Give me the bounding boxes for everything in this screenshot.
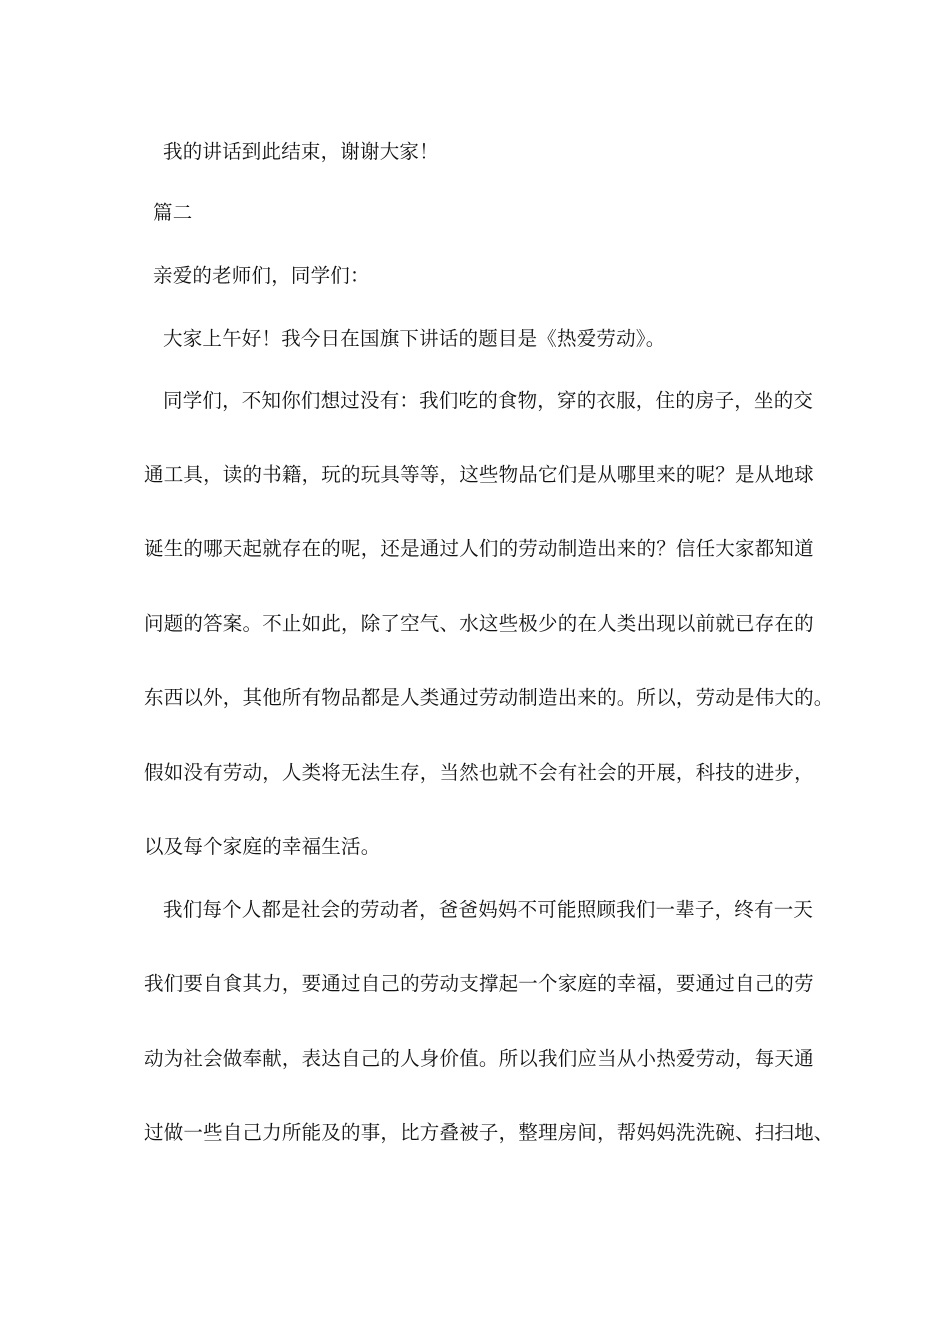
paragraph-line: 问题的答案。不止如此，除了空气、水这些极少的在人类出现以前就已存在的 (144, 612, 814, 635)
paragraph-line: 过做一些自己力所能及的事，比方叠被子，整理房间，帮妈妈洗洗碗、扫扫地、 (144, 1121, 834, 1144)
closing-line: 我的讲话到此结束，谢谢大家！ (163, 140, 439, 163)
paragraph-line: 以及每个家庭的幸福生活。 (144, 835, 381, 858)
paragraph-line: 动为社会做奉献，表达自己的人身价值。所以我们应当从小热爱劳动，每天通 (144, 1047, 814, 1070)
salutation-line: 亲爱的老师们，同学们： (153, 264, 370, 287)
paragraph-line: 东西以外，其他所有物品都是人类通过劳动制造出来的。所以，劳动是伟大的。 (144, 686, 834, 709)
paragraph-line: 假如没有劳动，人类将无法生存，当然也就不会有社会的开展，科技的进步， (144, 761, 814, 784)
paragraph-line: 通工具，读的书籍，玩的玩具等等，这些物品它们是从哪里来的呢？是从地球 (144, 463, 814, 486)
paragraph-line: 大家上午好！我今日在国旗下讲话的题目是《热爱劳动》。 (163, 327, 666, 350)
paragraph-line: 同学们，不知你们想过没有：我们吃的食物，穿的衣服，住的房子，坐的交 (163, 389, 814, 412)
paragraph-line: 我们每个人都是社会的劳动者，爸爸妈妈不可能照顾我们一辈子，终有一天 (163, 898, 814, 921)
section-heading: 篇二 (153, 201, 193, 224)
paragraph-line: 诞生的哪天起就存在的呢，还是通过人们的劳动制造出来的？信任大家都知道 (144, 537, 814, 560)
paragraph-line: 我们要自食其力，要通过自己的劳动支撑起一个家庭的幸福，要通过自己的劳 (144, 972, 814, 995)
